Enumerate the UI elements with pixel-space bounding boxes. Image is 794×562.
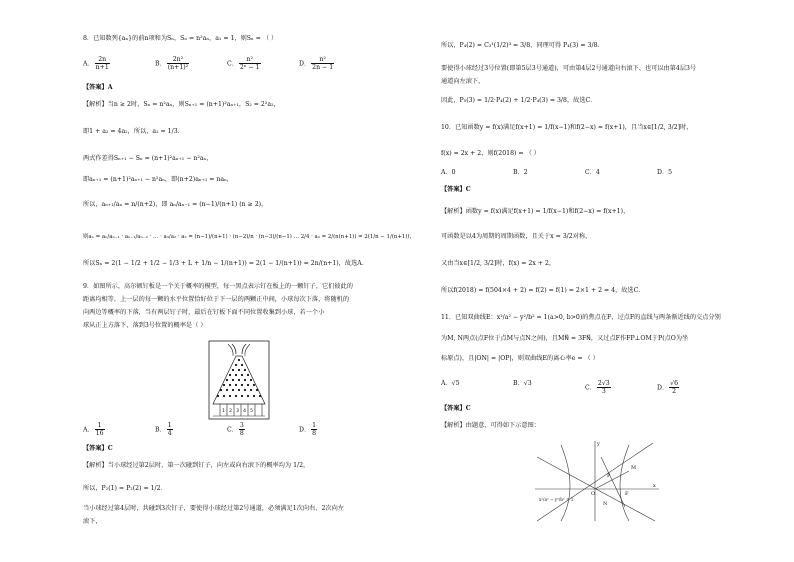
q9-stem-line: 9．如图所示，高尔顿钉板是一个关于概率的模型，每一黑点表示钉在板上的一颗钉子，它们彼此的: [83, 283, 353, 290]
galton-slot-label: 2: [229, 409, 232, 414]
q11-analysis-line: 【解析】由题意，可得如下示意图：: [441, 422, 540, 429]
fig-p-label: P: [607, 473, 611, 479]
q9-analysis-line: 所以，P₂(1) = P₂(2) = 1/2．: [83, 485, 167, 492]
q10-analysis-line: 【解析】函数y = f(x)满足f(x+1) = 1/f(x−1)和f(2−x) = f(x+1)，: [441, 208, 630, 215]
fig-n-label: N: [603, 501, 608, 507]
fig-m-label: M: [631, 465, 637, 471]
q10-stem-line: 10．已知函数y = f(x)满足f(x+1) = 1/f(x−1)和f(2−x) = f(x+1)，且当x∈[1/2, 3/2]时，: [441, 124, 693, 131]
q8-analysis-line: 则aₙ = aₙ/aₙ₋₁ · aₙ₋₁/aₙ₋₂ · … · a₃/a₂ · a₂ = (n−1)/(n+1) · (n−2)/n · (n−3)/(n−1) … 2/4 · a₂ = 2/(n(n+1)) = 2(1/n − 1/(n+1))，: [83, 234, 415, 240]
q9-answer: 【答案】C: [83, 445, 113, 452]
galton-board-figure: [208, 340, 270, 420]
q8-analysis-line: 【解析】当n ≥ 2时，Sₙ = n²aₙ，则Sₙ₊₁ = (n+1)²aₙ₊₁，S₂ = 2²a₂，: [83, 101, 280, 108]
q8-analysis-line: 所以Sₙ = 2(1 − 1/2 + 1/2 − 1/3 + L + 1/n − 1/(n+1)) = 2(1 − 1/(n+1)) = 2n/(n+1)，故选A．: [83, 260, 368, 267]
q8-option-b: B． $\frac{\text{2n²}}{\text{(n+1)²}}$: [155, 56, 189, 72]
q10-option-a: A．0: [441, 169, 456, 176]
fig-origin-label: O: [591, 491, 596, 497]
q9-analysis-line: 【解析】当小球经过第2层时，第一次碰到钉子，向左或向右滚下的概率均为 1/2，: [83, 462, 310, 469]
q9-continued-line: 因此，P₅(3) = 1/2·P₄(2) + 1/2·P₄(3) = 3/8，故选C．: [441, 97, 597, 104]
q11-stem-line: 为M, N两点(点F位于点M与点N之间)，且MN⃗ = 3FN⃗，又过点F作FP⊥OM于P(点O为坐: [441, 335, 689, 342]
q8-option-c: C． $\frac{\text{n²}}{\text{2ⁿ − 1}}$: [227, 56, 260, 72]
q8-option-a: A． $\frac{2n}{n+1}$: [83, 56, 109, 72]
q9-stem-line: 球从正上方落下，落到3号位置的概率是（ ）: [83, 322, 207, 329]
q8-stem: 8．已知数列{aₙ}的前n项和为Sₙ，Sₙ = n²aₙ，a₁ = 1，则Sₙ = （ ）: [83, 35, 278, 42]
q10-analysis-line: 所以f(2018) = f(504×4 + 2) = f(2) = f(1) = 2×1 + 2 = 4，故选C．: [441, 287, 645, 294]
fig-x-axis-label: x: [653, 483, 656, 489]
q9-option-c: C． $\frac{3}{8}$: [227, 422, 244, 438]
q8-answer: 【答案】A: [83, 84, 113, 91]
galton-slot-label: 3: [236, 409, 239, 414]
q8-analysis-line: 即aₙ₊₁ = (n+1)²aₙ₊₁ − n²aₙ，即(n+2)aₙ₊₁ = naₙ，: [83, 176, 233, 183]
q9-analysis-line: 当小球经过第4层时，共碰到3次钉子，要使得小球经过第2号通道，必须满足1次向右、2次向左: [83, 505, 344, 512]
q9-option-a: A． $\frac{1}{16}$: [83, 422, 104, 438]
galton-slot-label: 4: [243, 409, 246, 414]
q11-stem-line: 11．已知双曲线E：x²/a² − y²/b² = 1(a>0, b>0)的焦点在F，过点F的直线与两条渐近线的交点分别: [441, 314, 721, 321]
q9-continued-line: 通道向左滚下，: [441, 78, 485, 85]
galton-slot-label: 5: [250, 409, 253, 414]
q11-option-a: A．√5: [441, 380, 460, 387]
q10-analysis-line: 可函数是以4为周期的周期函数，且关于x = 3/2对称，: [441, 233, 592, 240]
q9-option-b: B． $\frac{1}{4}$: [155, 422, 172, 438]
q11-stem-line: 标原点)，且|ON| = |OP|，则双曲线E的离心率e = （ ）: [441, 355, 599, 362]
q8-analysis-line: 所以，aₙ₊₁/aₙ = n/(n+2)，即 aₙ/aₙ₋₁ = (n−1)/(n+1) (n ≥ 2)，: [83, 201, 268, 208]
q8-analysis-line: 即1 + a₂ = 4a₂，所以，a₂ = 1/3．: [83, 128, 184, 135]
q11-option-d: D． $\frac{√6}{2}$: [657, 380, 679, 396]
q8-option-d: D． $\frac{\text{n²}}{2n - 1}$: [299, 56, 334, 72]
q11-option-b: B．√3: [513, 380, 532, 387]
q9-analysis-line: 滚下，: [83, 518, 102, 525]
q9-continued-line: 要使得小球经过3号位置(即第5层3号通道)，可由第4层2号通道向右滚下、也可以由第4层3号: [441, 65, 697, 72]
q10-option-d: D．5: [657, 169, 673, 176]
fig-equation-label: x²/a² − y²/b² = 1: [539, 497, 574, 502]
q9-stem-line: 距离均相等，上一层的每一颗的水平位置恰好位于下一层的两颗正中间，小球每次下落，将随机的: [83, 296, 350, 303]
q10-analysis-line: 又由当x∈[1/2, 3/2]时，f(x) = 2x + 2，: [441, 260, 556, 267]
q10-answer: 【答案】C: [441, 186, 471, 193]
q9-stem-line: 向两边等概率的下落，当有两层钉子时，最后在钉板下面不同位置收集到小球，若一个小: [83, 309, 325, 316]
q9-continued-line: 所以，P₄(2) = C₃¹(1/2)³ = 3/8，同理可得 P₄(3) = 3/8．: [441, 42, 604, 49]
fig-y-axis-label: y: [597, 441, 600, 447]
q11-option-c: C． $\frac{2√3}{3}$: [585, 380, 610, 396]
q8-analysis-line: 两式作差得Sₙ₊₁ − Sₙ = (n+1)²aₙ₊₁ − n²aₙ，: [83, 155, 213, 162]
q11-answer: 【答案】C: [441, 405, 471, 412]
fig-f-label: F: [625, 491, 629, 497]
q10-option-c: C．4: [585, 169, 600, 176]
hyperbola-figure: [533, 437, 663, 523]
q10-stem-line: f(x) = 2x + 2，则f(2018) = （ ）: [441, 150, 540, 157]
galton-slot-label: 1: [222, 409, 225, 414]
q10-option-b: B．2: [513, 169, 528, 176]
q9-option-d: D． $\frac{1}{8}$: [299, 422, 317, 438]
